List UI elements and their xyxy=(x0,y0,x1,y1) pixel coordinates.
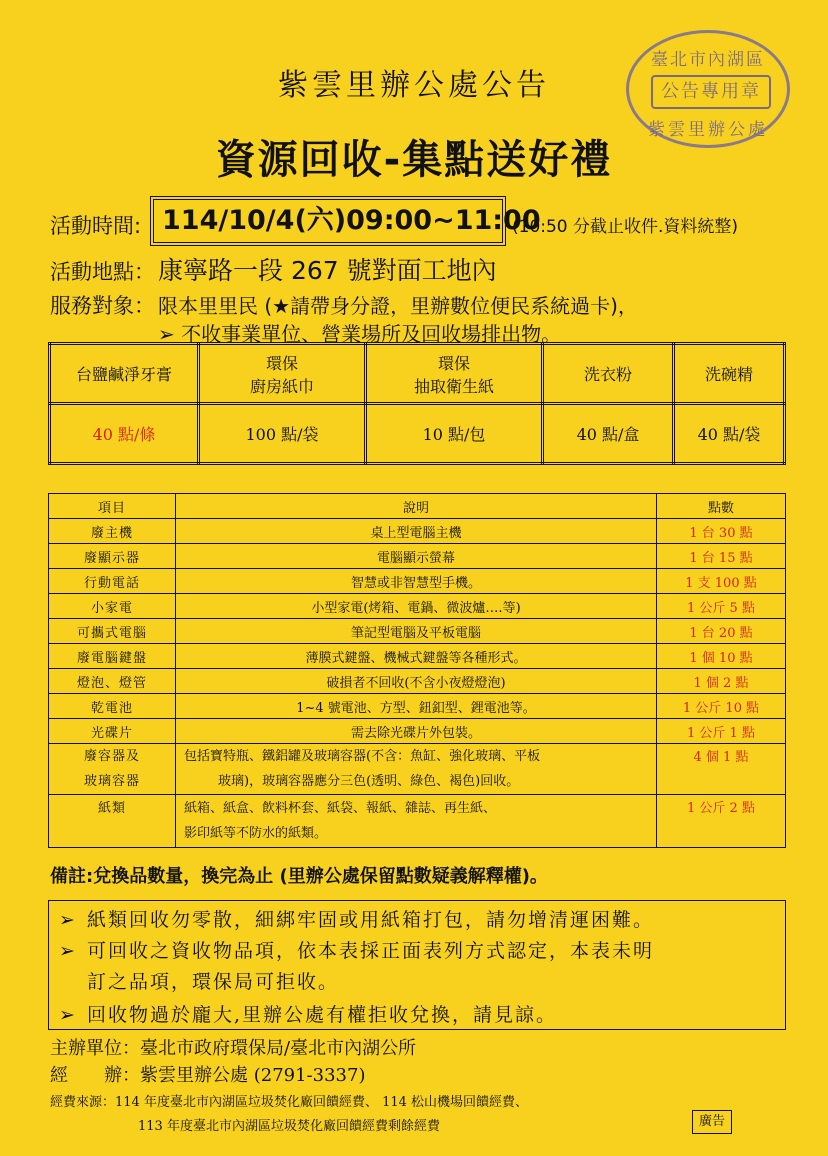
row-points: 1 公斤 10 點 xyxy=(657,694,786,719)
column-header-item: 項目 xyxy=(49,494,176,519)
column-header-desc: 說明 xyxy=(176,494,657,519)
table-row xyxy=(49,795,786,848)
row-item: 燈泡、燈管 xyxy=(49,669,176,694)
row-points: 1 公斤 1 點 xyxy=(657,719,786,744)
points-table xyxy=(48,493,786,848)
table-row xyxy=(49,719,786,744)
service-target-value: 限本里里民 (★請帶身分證，里辦數位便民系統過卡)， xyxy=(158,294,638,318)
row-desc: 桌上型電腦主機 xyxy=(176,519,657,544)
service-target-label: 服務對象： xyxy=(50,294,155,318)
gift-points: 40 點/袋 xyxy=(674,404,785,464)
gift-table xyxy=(48,342,786,465)
arrow-bullet-icon: ➢ xyxy=(59,1004,77,1026)
row-points: 1 個 10 點 xyxy=(657,644,786,669)
gift-name: 環保 廚房紙巾 xyxy=(199,344,366,404)
row-points: 1 台 15 點 xyxy=(657,544,786,569)
row-points: 1 公斤 2 點 xyxy=(657,795,786,848)
event-time-note: (10:50 分截止收件.資料統整) xyxy=(512,217,739,237)
funding-line-1: 經費來源：114 年度臺北市內湖區垃圾焚化廠回饋經費、 114 松山機場回饋經費、 xyxy=(50,1095,529,1110)
event-time-label: 活動時間: xyxy=(50,214,142,238)
gift-name: 洗碗精 xyxy=(674,344,785,404)
seal-middle-text: 公告專用章 xyxy=(651,75,771,109)
gift-name: 洗衣粉 xyxy=(543,344,674,404)
row-points: 1 支 100 點 xyxy=(657,569,786,594)
ad-label: 廣告 xyxy=(692,1110,732,1134)
gift-points: 40 點/盒 xyxy=(543,404,674,464)
points-table-header xyxy=(49,494,786,519)
organizer-line: 主辦單位：臺北市政府環保局/臺北市內湖公所 xyxy=(50,1038,417,1059)
manager-line: 經 辦：紫雲里辦公處 (2791-3337) xyxy=(50,1065,366,1086)
office-title: 紫雲里辦公處公告 xyxy=(278,68,550,103)
note-item: ➢ 紙類回收勿零散，細綁牢固或用紙箱打包，請勿增清運困難。 xyxy=(59,909,655,931)
gift-points: 100 點/袋 xyxy=(199,404,366,464)
seal-top-text: 臺北市內湖區 xyxy=(651,50,765,70)
row-points: 1 台 20 點 xyxy=(657,619,786,644)
gift-name-row xyxy=(50,344,785,404)
row-points: 4 個 1 點 xyxy=(657,744,786,795)
table-row xyxy=(49,569,786,594)
notice-headline: 資源回收-集點送好禮 xyxy=(215,137,613,183)
gift-points-row xyxy=(50,404,785,464)
gift-points: 40 點/條 xyxy=(50,404,199,464)
row-item: 紙類 xyxy=(49,795,176,848)
notes-box xyxy=(48,900,786,1030)
table-row xyxy=(49,594,786,619)
row-points: 1 個 2 點 xyxy=(657,669,786,694)
gift-name: 環保 抽取衛生紙 xyxy=(366,344,543,404)
arrow-bullet-icon: ➢ xyxy=(59,909,77,931)
event-place-label: 活動地點： xyxy=(50,260,155,284)
row-desc: 1~4 號電池、方型、鈕釦型、鋰電池等。 xyxy=(176,694,657,719)
gift-name: 台鹽鹹淨牙膏 xyxy=(50,344,199,404)
table-row xyxy=(49,694,786,719)
row-desc: 小型家電(烤箱、電鍋、微波爐….等) xyxy=(176,594,657,619)
official-seal xyxy=(626,30,790,148)
note-item: ➢ 回收物過於龐大,里辦公處有權拒收兌換，請見諒。 xyxy=(59,1004,558,1026)
row-item: 小家電 xyxy=(49,594,176,619)
row-desc: 包括寶特瓶、鐵鋁罐及玻璃容器(不含：魚缸、強化玻璃、平板 玻璃)，玻璃容器應分三色(透明、綠色、褐色)回收。 xyxy=(176,744,657,795)
service-exclusion-note: ➢ 不收事業單位、營業場所及回收場排出物。 xyxy=(158,322,562,346)
row-desc: 紙箱、紙盒、飲料杯套、紙袋、報紙、雜誌、再生紙、 影印紙等不防水的紙類。 xyxy=(176,795,657,848)
row-item: 廢電腦鍵盤 xyxy=(49,644,176,669)
row-item: 乾電池 xyxy=(49,694,176,719)
note-item-continuation: 訂之品項，環保局可拒收。 xyxy=(87,971,340,993)
note-item: ➢ 可回收之資收物品項，依本表採正面表列方式認定，本表未明 xyxy=(59,940,655,962)
row-item: 廢顯示器 xyxy=(49,544,176,569)
funding-line-2: 113 年度臺北市內湖區垃圾焚化廠回饋經費剩餘經費 xyxy=(138,1119,440,1134)
column-header-points: 點數 xyxy=(657,494,786,519)
table-row xyxy=(49,519,786,544)
row-item: 光碟片 xyxy=(49,719,176,744)
table-row xyxy=(49,669,786,694)
gift-points: 10 點/包 xyxy=(366,404,543,464)
event-time-value: 114/10/4(六)09:00~11:00 xyxy=(150,196,506,246)
table-row xyxy=(49,619,786,644)
row-desc: 智慧或非智慧型手機。 xyxy=(176,569,657,594)
row-points: 1 台 30 點 xyxy=(657,519,786,544)
row-desc: 筆記型電腦及平板電腦 xyxy=(176,619,657,644)
table-row xyxy=(49,544,786,569)
remark-note: 備註:兌換品數量，換完為止 (里辦公處保留點數疑義解釋權)。 xyxy=(50,866,548,887)
row-item: 廢主機 xyxy=(49,519,176,544)
table-row xyxy=(49,744,786,795)
row-desc: 電腦顯示螢幕 xyxy=(176,544,657,569)
seal-bottom-text: 紫雲里辦公處 xyxy=(648,120,768,140)
row-item: 可攜式電腦 xyxy=(49,619,176,644)
event-place-value: 康寧路一段 267 號對面工地內 xyxy=(158,256,497,285)
arrow-bullet-icon: ➢ xyxy=(59,940,77,962)
row-desc: 破損者不回收(不含小夜燈燈泡) xyxy=(176,669,657,694)
row-desc: 需去除光碟片外包裝。 xyxy=(176,719,657,744)
row-points: 1 公斤 5 點 xyxy=(657,594,786,619)
row-item: 廢容器及 玻璃容器 xyxy=(49,744,176,795)
row-desc: 薄膜式鍵盤、機械式鍵盤等各種形式。 xyxy=(176,644,657,669)
row-item: 行動電話 xyxy=(49,569,176,594)
table-row xyxy=(49,644,786,669)
